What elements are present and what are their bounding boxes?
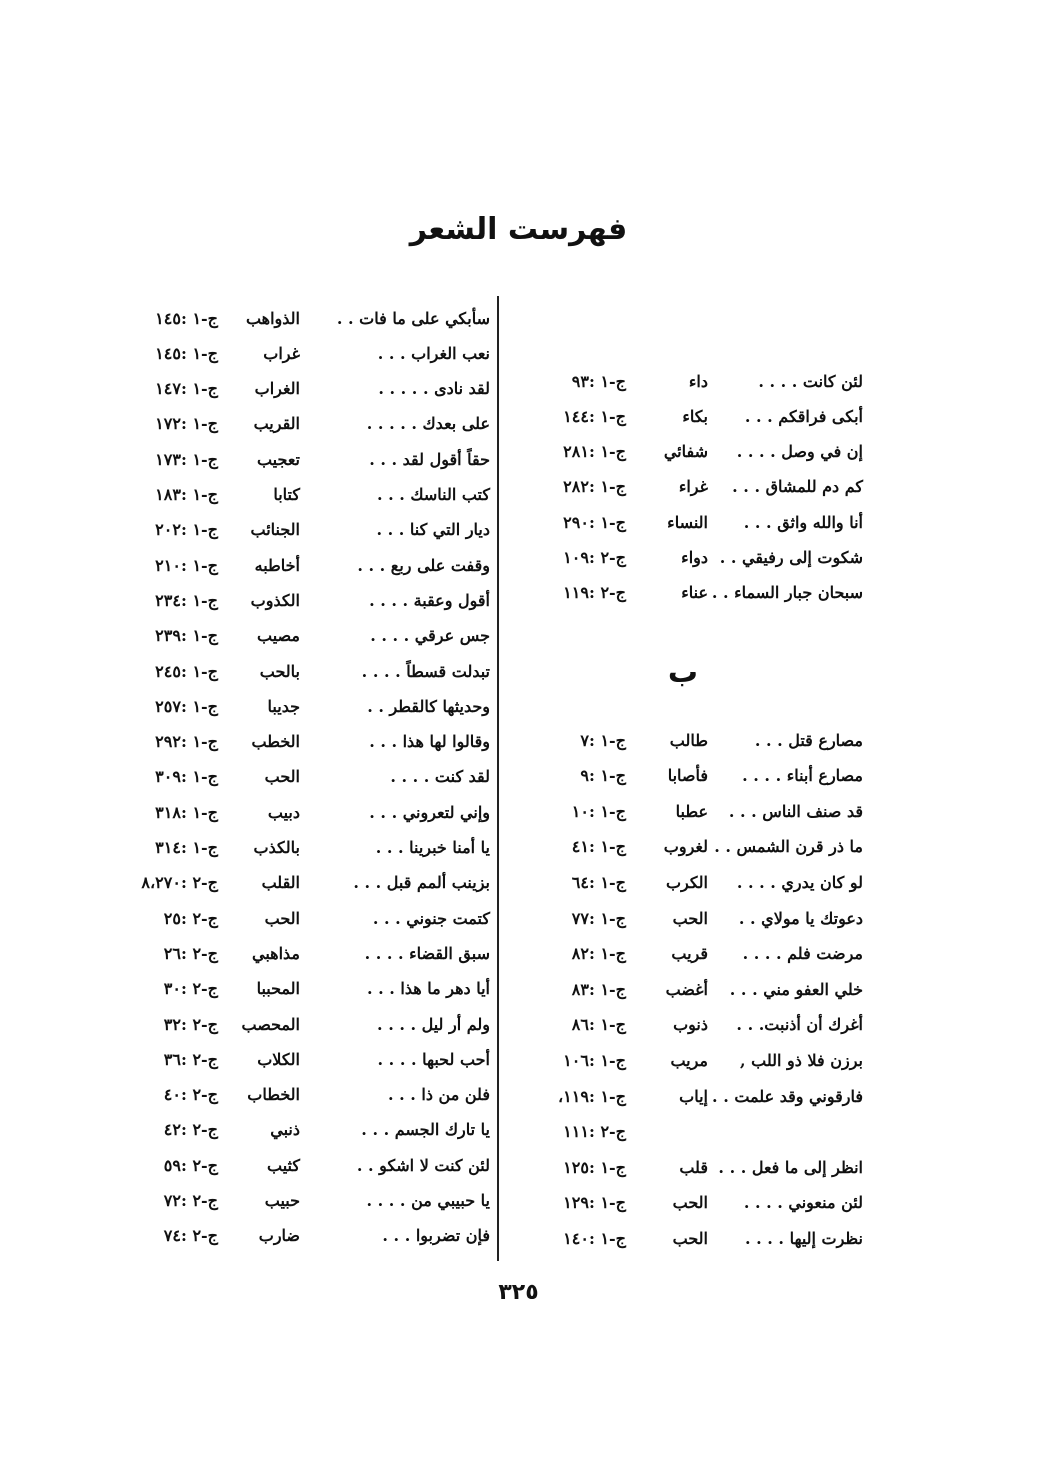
entry-rhyme-word: عناء [681,583,708,603]
index-entry [140,303,490,333]
entry-rhyme-word: مريب [670,1050,708,1070]
entry-reference: ج-١ :٨٢ [571,944,626,964]
entry-first-words: لقد كنت . . . . [390,767,490,787]
entry-first-words: سبحان جبار السماء . . [711,583,863,603]
entry-rhyme-word: فأصابا [667,766,708,786]
index-entry [140,974,490,1004]
entry-first-words: انظر إلى ما فعل . . . [718,1157,863,1177]
entry-reference: ج-٢ :١٠٩ [563,548,626,567]
index-entry [140,691,490,721]
index-entry [140,1009,490,1039]
entry-reference: ج-١ :٢٩٠ [563,512,626,532]
entry-first-words: لئن منعوني . . . . [743,1193,863,1213]
index-entry [508,1188,863,1218]
entry-rhyme-word: غراب [263,343,300,363]
entry-reference: ج-١ :١٤٤ [563,406,626,426]
entry-rhyme-word: ضارب [258,1226,300,1246]
index-entry [140,480,490,510]
entry-rhyme-word: الخطاب [247,1085,300,1105]
index-entry [140,1044,490,1074]
entry-first-words: جس عرقي . . . . [370,626,490,646]
entry-reference: ج-١ :١٤٠ [563,1228,626,1248]
entry-first-words: كم دم للمشاق . . . [732,477,863,497]
entry-first-words: حقاً أقول لقد . . . [369,449,490,469]
index-entry [508,725,863,755]
index-entry [140,1186,490,1216]
index-entry [508,366,863,396]
entry-reference: ج-١ :٢٥٧ [155,696,218,716]
entry-reference: ج-١ :١١٩، [558,1086,626,1106]
entry-first-words: أيا دهر ما هذا . . . [366,979,490,999]
entry-first-words: نعب الغراب . . . [377,343,490,363]
entry-rhyme-word: مذاهبي [251,943,300,963]
entry-first-words: أنا والله واثق . . . [743,512,863,532]
entry-reference: ج-١ :١٠ [571,801,626,821]
entry-reference: ج-١ :١٨٣ [155,485,218,504]
entry-reference: ج-١ :٢٣٩ [155,626,218,646]
entry-rhyme-word: غراء [678,477,708,497]
index-entry [140,585,490,615]
entry-first-words: شكوت إلى رفيقي . . [719,548,863,567]
entry-reference: ج-١ :٢٨١ [563,442,626,462]
index-entry [508,401,863,431]
entry-rhyme-word: الجنائب [250,520,300,540]
index-entry [508,1045,863,1075]
entry-first-words: كتب الناسك . . . [376,485,490,504]
entry-reference: ج-١ :٦٤ [571,872,626,892]
entry-first-words: لو كان يدري . . . . [736,872,863,892]
entry-reference: ج-١ :١٤٥ [155,308,218,328]
left-column [140,0,490,1300]
entry-reference: ج-١ :١٢٥ [563,1157,626,1177]
entry-first-words: أحب لحبها . . . . [377,1049,490,1069]
entry-reference: ج-٢ :١١٩ [563,583,626,603]
entry-first-words: برزن فلا ذو اللب , [740,1050,863,1070]
entry-first-words: وقفت على ربع . . . [357,555,490,575]
entry-rhyme-word: المحببا [256,979,300,999]
entry-first-words: دعوتك يا مولاي . . [738,908,863,928]
entry-first-words: وإني لتعروني . . . [369,802,490,822]
entry-reference: ج-١ :٧ [580,730,626,750]
entry-reference: ج-١ :٨٦ [571,1015,626,1035]
entry-rhyme-word: أغضب [665,979,708,999]
entry-first-words: إن في وصل . . . . [736,442,863,462]
entry-rhyme-word: مصيب [257,626,300,646]
entry-rhyme-word: النساء [667,512,708,532]
index-entry [508,437,863,467]
entry-first-words: بزينب ألمم قبل . . . [353,873,490,893]
entry-reference: ج-١ :١٠٦ [563,1050,626,1070]
entry-rhyme-word: الذواهب [245,308,300,328]
entry-reference: ج-٢ :٢٥ [163,908,218,928]
entry-rhyme-word: شفائي [663,442,708,462]
index-entry [140,621,490,651]
entry-rhyme-word: قريب [671,944,708,964]
index-entry [140,656,490,686]
index-entry [508,472,863,502]
entry-rhyme-word: ذنبي [270,1120,300,1140]
entry-reference: ج-٢ :٣٢ [163,1014,218,1034]
entry-rhyme-word: عطبا [675,801,708,821]
entry-first-words: فارقوني وقد علمت . . [712,1086,863,1106]
entry-reference: ج-٢ :٤٢ [163,1120,218,1140]
entry-reference: ج-١ :٣١٨ [155,802,218,822]
index-entry [508,939,863,969]
entry-first-words: فإن تضربوا . . . [382,1226,490,1246]
entry-first-words: مرضت فلم . . . . [742,944,863,964]
entry-reference: ج-٢ :٣٦ [163,1049,218,1069]
entry-reference: ج-١ :٨٣ [571,979,626,999]
entry-rhyme-word: القريب [253,414,300,434]
page-number: ٣٢٥ [498,1280,539,1305]
entry-first-words: على بعدك . . . . . [366,414,490,434]
index-entry [140,338,490,368]
entry-first-words: مصارع أبناء . . . . [742,766,863,786]
entry-reference: ج-١ :١٤٥ [155,343,218,363]
entry-rhyme-word: بالحب [259,661,300,681]
entry-first-words: لئن كانت . . . . [758,371,863,391]
entry-rhyme-word: ذنوب [673,1015,708,1035]
entry-first-words: أبكى فراقكم . . . [744,406,863,426]
entry-rhyme-word: إياب [679,1086,708,1106]
entry-first-words: يا تارك الجسم . . . [361,1120,490,1140]
index-entry [508,867,863,897]
index-entry [140,1115,490,1145]
entry-reference: ج-١ :٢٤٥ [155,661,218,681]
index-entry [508,578,863,608]
index-entry [140,868,490,898]
entry-reference: ج-١ :٢١٠ [155,555,218,575]
entry-rhyme-word: الكلاب [257,1049,300,1069]
entry-first-words: فلن من ذا . . . [387,1085,490,1105]
entry-first-words: لقد نادى . . . . . [378,379,490,399]
entry-rhyme-word: الحب [672,1228,708,1248]
right-column [508,0,863,1300]
index-entry [140,938,490,968]
index-entry [508,543,863,573]
entry-reference: ج-١ :١٧٢ [155,414,218,434]
index-entry [508,1152,863,1182]
index-entry [508,761,863,791]
entry-reference: ج-١ :٣٠٩ [155,767,218,787]
entry-first-words: أقول وعقبة . . . . [369,590,490,610]
page-title: فهرست الشعر [409,212,628,247]
index-entry [140,1221,490,1251]
entry-reference: ج-٢ :٥٩ [163,1155,218,1175]
entry-first-words: قد صنف الناس . . . [728,801,863,821]
entry-first-words: كتمت جنوني . . . [372,908,490,928]
entry-rhyme-word: أخاطبه [254,555,300,575]
entry-rhyme-word: القلب [261,873,300,893]
index-entry [140,444,490,474]
entry-rhyme-word: قلب [679,1157,708,1177]
entry-rhyme-word: جديبا [267,696,300,716]
index-entry [508,1117,863,1147]
entry-first-words: ما ذر قرن الشمس . . [714,837,863,857]
entry-rhyme-word: كتابا [273,485,300,504]
index-entry [508,903,863,933]
entry-rhyme-word: طالب [669,730,708,750]
entry-rhyme-word: الحب [672,1193,708,1213]
entry-reference: ج-٢ :٢٦ [163,943,218,963]
index-entry [140,762,490,792]
entry-first-words: مصارع قتل . . . [754,730,863,750]
column-divider [497,296,499,1261]
entry-rhyme-word: المحصب [241,1014,300,1034]
index-entry [140,374,490,404]
entry-first-words: يا أمنا خبرينا . . . [375,838,490,857]
index-entry [140,550,490,580]
entry-rhyme-word: الحب [672,908,708,928]
index-entry [508,1081,863,1111]
index-entry [140,1150,490,1180]
entry-reference: ج-١ :٢٠٢ [155,520,218,540]
index-entry [508,796,863,826]
index-entry [508,1010,863,1040]
index-entry [140,833,490,863]
entry-rhyme-word: بكاء [682,406,708,426]
index-entry [508,974,863,1004]
index-entry [140,903,490,933]
entry-rhyme-word: تعجيب [256,449,300,469]
entry-first-words: سأبكي على ما فات . . [336,308,490,328]
entry-reference: ج-١ :١٢٩ [563,1193,626,1213]
entry-first-words: نظرت إليها . . . . [745,1228,863,1248]
entry-reference: ج-١ :٧٧ [571,908,626,928]
index-entry [508,1223,863,1253]
entry-reference: ج-٢ :٣٠ [163,979,218,999]
entry-rhyme-word: الحب [264,767,300,787]
index-entry [140,409,490,439]
entry-reference: ج-١ :١٧٣ [155,449,218,469]
entry-reference: ج-١ :٢٩٢ [155,732,218,752]
entry-first-words: وحديثها كالقطر . . [367,696,490,716]
entry-first-words: وقالوا لها هذا . . . [369,732,490,752]
entry-reference: ج-١ :٢٨٢ [563,477,626,497]
entry-rhyme-word: داء [688,371,708,391]
entry-first-words: تبدلت قسطاً . . . . [361,661,490,681]
index-entry [508,507,863,537]
entry-rhyme-word: الحب [264,908,300,928]
entry-reference: ج-١ :١٤٧ [155,379,218,399]
entry-rhyme-word: بالكذب [253,838,300,857]
index-entry [140,727,490,757]
entry-first-words: ديار التي كنا . . . [376,520,490,540]
entry-rhyme-word: حبيب [264,1191,300,1210]
entry-first-words: أغرك أن أذنبت. . . [736,1015,863,1035]
entry-reference: ج-١ :٩ [580,766,626,786]
entry-reference: ج-٢ :١١١ [563,1122,626,1142]
entry-reference: ج-١ :٩٣ [571,371,626,391]
index-entry [140,515,490,545]
entry-rhyme-word: دواء [681,548,708,567]
entry-rhyme-word: الكذوب [250,590,300,610]
entry-first-words: سبق القضاء . . . . [364,943,490,963]
entry-rhyme-word: لغروب [663,837,708,857]
entry-reference: ج-١ :٣١٤ [155,838,218,857]
entry-rhyme-word: الغراب [254,379,300,399]
entry-rhyme-word: دبيب [267,802,300,822]
entry-reference: ج-٢ :٧٤ [163,1226,218,1246]
entry-rhyme-word: كثيب [267,1155,300,1175]
entry-reference: ج-٢ :٤٠ [163,1085,218,1105]
index-entry [140,1080,490,1110]
entry-reference: ج-١ :٢٣٤ [155,590,218,610]
entry-first-words: ولم أر ليل . . . . [377,1014,490,1034]
entry-reference: ج-٢ :٧٢ [163,1191,218,1210]
entry-reference: ج-٢ :٨،٢٧٠ [141,873,218,893]
entry-rhyme-word: الكرب [665,872,708,892]
entry-rhyme-word: الخطب [251,732,300,752]
index-entry [140,797,490,827]
section-letter-b: ب [667,655,698,690]
entry-first-words: خلي العفو مني . . . [729,979,863,999]
entry-reference: ج-١ :٤١ [571,837,626,857]
entry-first-words: لئن كنت لا اشكو . . [356,1155,490,1175]
entry-first-words: يا حبيبي من . . . . [366,1191,490,1210]
index-entry [508,832,863,862]
